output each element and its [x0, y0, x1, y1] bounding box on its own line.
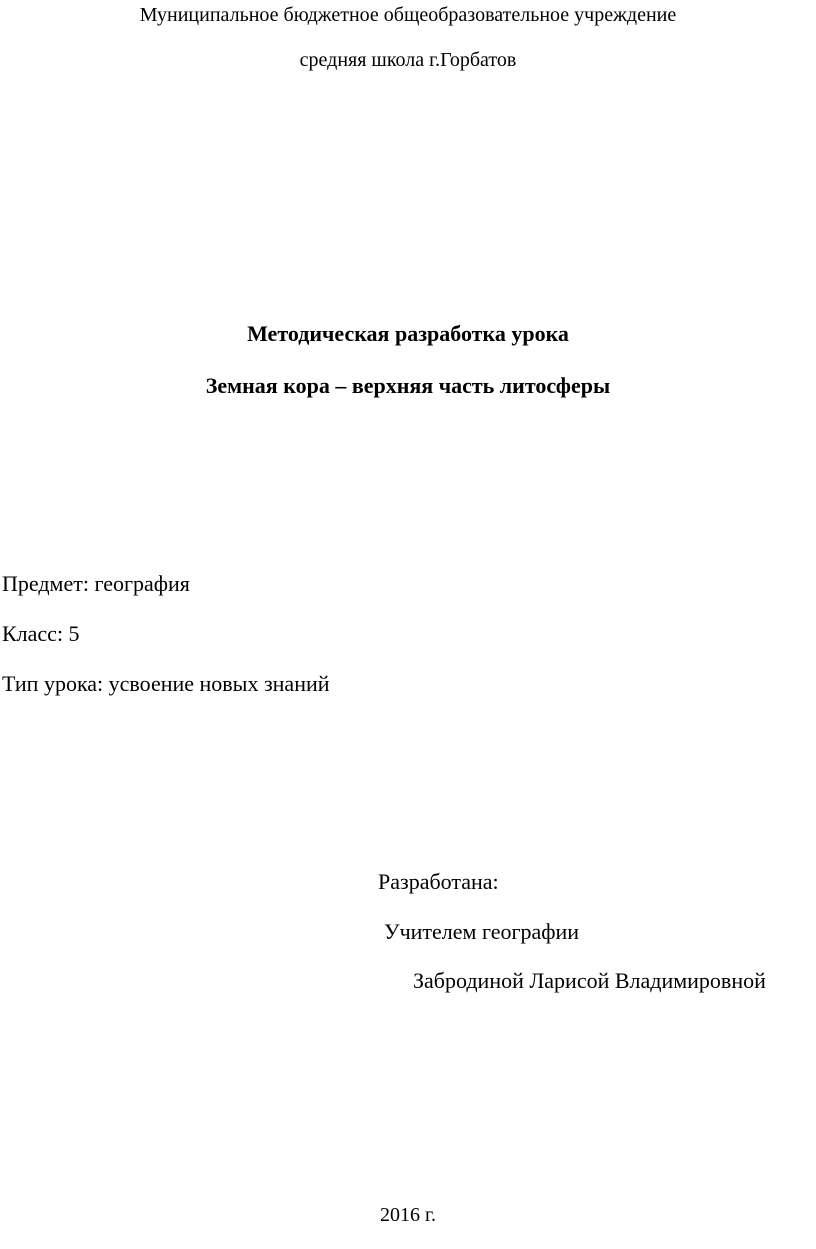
lesson-topic: Земная кора – верхняя часть литосферы — [205, 373, 611, 398]
school-name-line-2: средняя школа г.Горбатов — [299, 49, 517, 71]
developed-by-label: Разработана: — [378, 869, 499, 894]
document-title: Методическая разработка урока — [247, 321, 569, 346]
author-name: Забродиной Ларисой Владимировной — [413, 968, 766, 993]
year: 2016 г. — [380, 1204, 436, 1226]
author-role: Учителем географии — [384, 919, 580, 944]
lesson-type-field: Тип урока: усвоение новых знаний — [2, 671, 330, 696]
school-name-line-1: Муниципальное бюджетное общеобразовательное учреждение — [139, 4, 677, 26]
grade-field: Класс: 5 — [2, 621, 80, 646]
subject-field: Предмет: география — [2, 571, 190, 596]
